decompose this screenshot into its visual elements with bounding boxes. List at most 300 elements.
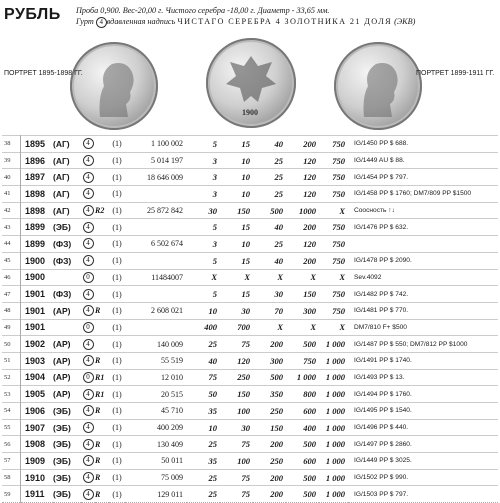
table-row (2, 152, 498, 169)
cell-v3: 25 (253, 152, 286, 169)
cell-mintage: 18 646 009 (125, 169, 187, 186)
cell-v4: 200 (286, 252, 319, 269)
spec-edge-prefix: Гурт (76, 17, 94, 26)
cell-note: IG/1481 PP $ 770. (348, 302, 498, 319)
cell-v1: 40 (187, 352, 220, 369)
edge-type-icon: 4 (83, 289, 94, 300)
cell-year: 1899 (21, 219, 54, 236)
cell-var (95, 319, 109, 336)
table-row (2, 469, 498, 486)
cell-mint (53, 269, 81, 286)
cell-note: IG/1493 PP $ 13. (348, 369, 498, 386)
cell-year: 1901 (21, 319, 54, 336)
page-title: РУБЛЬ (4, 6, 61, 23)
cell-v2: 150 (220, 202, 253, 219)
cell-var: R (95, 403, 109, 420)
cell-no: 49 (2, 319, 21, 336)
cell-v1: 25 (187, 436, 220, 453)
cell-v5: 1 000 (319, 486, 348, 503)
cell-var: R (95, 436, 109, 453)
cell-var (95, 236, 109, 253)
edge-type-icon: 4 (83, 455, 94, 466)
cell-v3: 300 (253, 352, 286, 369)
table-row (2, 336, 498, 353)
edge-type-icon: 4 (83, 405, 94, 416)
table-row (2, 386, 498, 403)
cell-v5: 1 000 (319, 369, 348, 386)
cell-v2: 150 (220, 386, 253, 403)
cell-var (95, 286, 109, 303)
cell-note: IG/1458 PP $ 1760; DM7/809 PP $1500 (348, 186, 498, 203)
cell-rr: (1) (109, 302, 125, 319)
cell-var (95, 336, 109, 353)
cell-note: IG/1482 PP $ 742. (348, 286, 498, 303)
cell-mint: (ЭБ) (53, 436, 81, 453)
spec-edge-text: вдавленная надпись (106, 17, 176, 26)
cell-mint: (АР) (53, 386, 81, 403)
cell-no: 43 (2, 219, 21, 236)
edge-type-icon: 4 (83, 172, 94, 183)
cell-mintage: 5 014 197 (125, 152, 187, 169)
cell-year: 1905 (21, 386, 54, 403)
cell-mintage: 130 409 (125, 436, 187, 453)
cell-mintage: 2 608 021 (125, 302, 187, 319)
portrait-coin-left (70, 42, 158, 130)
cell-mintage: 6 502 674 (125, 236, 187, 253)
cell-mint: (ЭБ) (53, 219, 81, 236)
cell-mintage (125, 319, 187, 336)
edge-type-icon: 4 (83, 305, 94, 316)
cell-v4: 750 (286, 352, 319, 369)
cell-note: IG/1487 PP $ 550; DM7/812 PP $1000 (348, 336, 498, 353)
cell-note: IG/1495 PP $ 1540. (348, 403, 498, 420)
cell-var (95, 152, 109, 169)
cell-v1: X (187, 269, 220, 286)
cell-year: 1898 (21, 202, 54, 219)
cell-rr: (1) (109, 169, 125, 186)
edge-type-icon: 4 (83, 155, 94, 166)
cell-v3: 350 (253, 386, 286, 403)
portrait-label-right: ПОРТРЕТ 1899-1911 ГГ. (416, 70, 495, 77)
cell-v3: 200 (253, 486, 286, 503)
cell-note: Соосность ↑↓ (348, 202, 498, 219)
cell-v5: 750 (319, 186, 348, 203)
cell-v5: X (319, 269, 348, 286)
table-row (2, 136, 498, 153)
table-row (2, 319, 498, 336)
spec-line-1: Проба 0,900. Вес-20,00 г. Чистого серебра -18,00 г. Диаметр - 33,65 мм. (76, 6, 330, 15)
cell-mintage: 11484007 (125, 269, 187, 286)
cell-edge (81, 136, 95, 153)
cell-edge (81, 369, 95, 386)
cell-v1: 25 (187, 336, 220, 353)
cell-v3: 150 (253, 419, 286, 436)
cell-no: 39 (2, 152, 21, 169)
cell-mintage: 75 009 (125, 469, 187, 486)
cell-v5: 750 (319, 136, 348, 153)
cell-var: R (95, 352, 109, 369)
cell-v2: 75 (220, 469, 253, 486)
cell-v3: 40 (253, 252, 286, 269)
cell-year: 1901 (21, 302, 54, 319)
cell-rr: (1) (109, 319, 125, 336)
cell-note: IG/1503 PP $ 797. (348, 486, 498, 503)
portrait-head-icon (70, 42, 158, 130)
cell-mint: (ФЗ) (53, 252, 81, 269)
cell-year: 1907 (21, 419, 54, 436)
cell-note: Sev.4092 (348, 269, 498, 286)
cell-v5: 1 000 (319, 419, 348, 436)
cell-v2: 30 (220, 419, 253, 436)
cell-edge (81, 469, 95, 486)
cell-rr: (1) (109, 269, 125, 286)
cell-note: IG/1494 PP $ 1760. (348, 386, 498, 403)
spec-line-2 (76, 17, 415, 28)
cell-no: 47 (2, 286, 21, 303)
cell-mint: (ФЗ) (53, 236, 81, 253)
cell-v3: X (253, 269, 286, 286)
cell-v5: 750 (319, 302, 348, 319)
reverse-coin (206, 38, 296, 128)
cell-v3: 250 (253, 403, 286, 420)
cell-v2: 120 (220, 352, 253, 369)
cell-rr: (1) (109, 186, 125, 203)
cell-v4: 200 (286, 219, 319, 236)
cell-v4: 150 (286, 286, 319, 303)
cell-mintage (125, 286, 187, 303)
cell-year: 1897 (21, 169, 54, 186)
cell-v4: 120 (286, 152, 319, 169)
cell-v1: 35 (187, 403, 220, 420)
cell-v2: 75 (220, 336, 253, 353)
cell-mint: (ФЗ) (53, 286, 81, 303)
cell-var: R1 (95, 386, 109, 403)
cell-no: 38 (2, 136, 21, 153)
cell-no: 56 (2, 436, 21, 453)
cell-v4: 1 000 (286, 369, 319, 386)
cell-year: 1910 (21, 469, 54, 486)
cell-v5: 1 000 (319, 403, 348, 420)
cell-year: 1903 (21, 352, 54, 369)
cell-no: 53 (2, 386, 21, 403)
cell-edge (81, 186, 95, 203)
cell-v5: 1 000 (319, 469, 348, 486)
cell-var: R2 (95, 202, 109, 219)
cell-mintage: 12 010 (125, 369, 187, 386)
cell-v2: 30 (220, 302, 253, 319)
cell-v4: 500 (286, 336, 319, 353)
cell-edge (81, 302, 95, 319)
cell-v1: 30 (187, 202, 220, 219)
cell-edge (81, 486, 95, 503)
cell-v5: 750 (319, 219, 348, 236)
cell-v3: 40 (253, 219, 286, 236)
cell-no: 45 (2, 252, 21, 269)
edge-type-icon: 4 (83, 238, 94, 249)
cell-no: 42 (2, 202, 21, 219)
cell-mintage: 55 519 (125, 352, 187, 369)
table-row (2, 219, 498, 236)
reverse-coin-year: 1900 (242, 108, 258, 117)
edge-type-icon: 4 (83, 389, 94, 400)
cell-no: 59 (2, 486, 21, 503)
cell-year: 1906 (21, 403, 54, 420)
cell-v1: 5 (187, 252, 220, 269)
cell-v4: X (286, 319, 319, 336)
cell-v5: 1 000 (319, 386, 348, 403)
cell-mint: (АР) (53, 369, 81, 386)
cell-var: R (95, 453, 109, 470)
cell-year: 1896 (21, 152, 54, 169)
edge-type-icon: 4 (96, 17, 107, 28)
cell-v2: 15 (220, 286, 253, 303)
cell-mint: (ЭБ) (53, 469, 81, 486)
cell-v5: 1 000 (319, 436, 348, 453)
cell-v3: 30 (253, 286, 286, 303)
cell-note: IG/1449 PP $ 3025. (348, 453, 498, 470)
table-row (2, 436, 498, 453)
cell-mint: (АГ) (53, 186, 81, 203)
cell-note: DM7/810 F+ $500 (348, 319, 498, 336)
cell-v5: 750 (319, 152, 348, 169)
cell-rr: (1) (109, 336, 125, 353)
cell-rr: (1) (109, 236, 125, 253)
cell-v4: X (286, 269, 319, 286)
spec-edge-suffix: (ЭКВ) (394, 17, 416, 26)
cell-v1: 3 (187, 152, 220, 169)
cell-v5: X (319, 319, 348, 336)
cell-rr: (1) (109, 352, 125, 369)
table-row (2, 286, 498, 303)
cell-year: 1900 (21, 252, 54, 269)
cell-mint: (ЭБ) (53, 403, 81, 420)
edge-type-icon: 4 (83, 422, 94, 433)
cell-v5: 750 (319, 236, 348, 253)
cell-mint: (АР) (53, 336, 81, 353)
cell-rr: (1) (109, 152, 125, 169)
cell-mintage: 400 209 (125, 419, 187, 436)
cell-v2: 75 (220, 486, 253, 503)
cell-mint: (АР) (53, 352, 81, 369)
edge-type-icon: 0 (83, 322, 94, 333)
cell-no: 41 (2, 186, 21, 203)
portrait-head-icon (334, 42, 422, 130)
cell-mint: (ЭБ) (53, 419, 81, 436)
cell-rr: (1) (109, 252, 125, 269)
cell-v1: 25 (187, 486, 220, 503)
cell-year: 1895 (21, 136, 54, 153)
edge-type-icon: 4 (83, 255, 94, 266)
cell-v2: 10 (220, 236, 253, 253)
cell-year: 1908 (21, 436, 54, 453)
cell-v3: X (253, 319, 286, 336)
cell-rr: (1) (109, 403, 125, 420)
cell-v4: 400 (286, 419, 319, 436)
cell-v1: 25 (187, 469, 220, 486)
cell-v2: 15 (220, 219, 253, 236)
cell-v2: 15 (220, 252, 253, 269)
cell-year: 1900 (21, 269, 54, 286)
cell-edge (81, 453, 95, 470)
cell-rr: (1) (109, 419, 125, 436)
cell-var (95, 169, 109, 186)
table-row (2, 302, 498, 319)
cell-var (95, 269, 109, 286)
edge-inscription: ЧИСТАГО СЕРЕБРА 4 ЗОЛОТНИКА 21 ДОЛЯ (177, 17, 393, 26)
cell-mintage: 140 009 (125, 336, 187, 353)
cell-v1: 10 (187, 419, 220, 436)
edge-type-icon: 4 (83, 439, 94, 450)
cell-note: IG/1497 PP $ 2860. (348, 436, 498, 453)
cell-note: IG/1449 AU $ 88. (348, 152, 498, 169)
cell-v4: 500 (286, 486, 319, 503)
cell-var: R1 (95, 369, 109, 386)
cell-edge (81, 436, 95, 453)
cell-v3: 25 (253, 186, 286, 203)
cell-no: 57 (2, 453, 21, 470)
cell-v3: 40 (253, 136, 286, 153)
cell-edge (81, 269, 95, 286)
table-row (2, 236, 498, 253)
cell-var: R (95, 486, 109, 503)
cell-mintage (125, 252, 187, 269)
table-row (2, 486, 498, 503)
cell-mintage: 25 872 842 (125, 202, 187, 219)
cell-year: 1904 (21, 369, 54, 386)
cell-v3: 25 (253, 169, 286, 186)
cell-v5: X (319, 202, 348, 219)
cell-v1: 3 (187, 169, 220, 186)
cell-note: IG/1502 PP $ 990. (348, 469, 498, 486)
cell-v4: 1000 (286, 202, 319, 219)
cell-mint: (ЭБ) (53, 486, 81, 503)
cell-edge (81, 319, 95, 336)
cell-v3: 200 (253, 436, 286, 453)
cell-no: 46 (2, 269, 21, 286)
cell-v4: 600 (286, 403, 319, 420)
cell-v3: 200 (253, 469, 286, 486)
cell-v2: 700 (220, 319, 253, 336)
cell-v3: 70 (253, 302, 286, 319)
cell-note (348, 236, 498, 253)
cell-v5: 750 (319, 252, 348, 269)
cell-note: IG/1476 PP $ 632. (348, 219, 498, 236)
table-row (2, 269, 498, 286)
cell-no: 48 (2, 302, 21, 319)
cell-note: IG/1496 PP $ 440. (348, 419, 498, 436)
edge-type-icon: 4 (83, 138, 94, 149)
cell-v4: 600 (286, 453, 319, 470)
cell-v2: 100 (220, 403, 253, 420)
cell-v1: 3 (187, 186, 220, 203)
cell-year: 1899 (21, 236, 54, 253)
cell-rr: (1) (109, 202, 125, 219)
cell-year: 1911 (21, 486, 54, 503)
cell-edge (81, 386, 95, 403)
cell-mintage (125, 186, 187, 203)
cell-v1: 5 (187, 219, 220, 236)
cell-note: IG/1478 PP $ 2090. (348, 252, 498, 269)
cell-year: 1909 (21, 453, 54, 470)
cell-edge (81, 352, 95, 369)
cell-v5: 1 000 (319, 453, 348, 470)
portrait-coin-right (334, 42, 422, 130)
cell-var: R (95, 469, 109, 486)
cell-v1: 75 (187, 369, 220, 386)
coin-catalog-table (2, 135, 498, 503)
cell-note: IG/1454 PP $ 797. (348, 169, 498, 186)
cell-edge (81, 403, 95, 420)
cell-edge (81, 252, 95, 269)
table-row (2, 186, 498, 203)
cell-v2: 10 (220, 152, 253, 169)
cell-edge (81, 152, 95, 169)
edge-type-icon: 4 (83, 222, 94, 233)
cell-v4: 120 (286, 169, 319, 186)
table-row (2, 369, 498, 386)
cell-v3: 250 (253, 453, 286, 470)
cell-year: 1902 (21, 336, 54, 353)
cell-no: 55 (2, 419, 21, 436)
cell-v4: 200 (286, 136, 319, 153)
table-row (2, 352, 498, 369)
cell-no: 40 (2, 169, 21, 186)
cell-mint: (АГ) (53, 202, 81, 219)
cell-v3: 25 (253, 236, 286, 253)
cell-rr: (1) (109, 486, 125, 503)
cell-v1: 400 (187, 319, 220, 336)
cell-rr: (1) (109, 469, 125, 486)
edge-type-icon: 4 (83, 355, 94, 366)
cell-edge (81, 169, 95, 186)
cell-v2: 100 (220, 453, 253, 470)
table-row (2, 202, 498, 219)
cell-v5: 750 (319, 169, 348, 186)
cell-edge (81, 219, 95, 236)
cell-rr: (1) (109, 436, 125, 453)
cell-v2: 10 (220, 186, 253, 203)
cell-v5: 1 000 (319, 352, 348, 369)
cell-var (95, 136, 109, 153)
cell-var (95, 219, 109, 236)
cell-v3: 500 (253, 202, 286, 219)
table-row (2, 403, 498, 420)
cell-rr: (1) (109, 136, 125, 153)
cell-edge (81, 202, 95, 219)
cell-mint: (АГ) (53, 152, 81, 169)
cell-v1: 50 (187, 386, 220, 403)
cell-v2: 250 (220, 369, 253, 386)
cell-note: IG/1491 PP $ 1740. (348, 352, 498, 369)
cell-v4: 500 (286, 436, 319, 453)
cell-v5: 750 (319, 286, 348, 303)
cell-note: IG/1450 PP $ 688. (348, 136, 498, 153)
cell-mint (53, 319, 81, 336)
cell-v1: 5 (187, 136, 220, 153)
cell-no: 44 (2, 236, 21, 253)
cell-v1: 35 (187, 453, 220, 470)
cell-rr: (1) (109, 453, 125, 470)
cell-no: 58 (2, 469, 21, 486)
edge-type-icon: 0 (83, 272, 94, 283)
cell-mintage: 45 710 (125, 403, 187, 420)
cell-v4: 300 (286, 302, 319, 319)
cell-year: 1898 (21, 186, 54, 203)
cell-v2: X (220, 269, 253, 286)
cell-no: 51 (2, 352, 21, 369)
cell-v4: 500 (286, 469, 319, 486)
cell-v1: 3 (187, 236, 220, 253)
